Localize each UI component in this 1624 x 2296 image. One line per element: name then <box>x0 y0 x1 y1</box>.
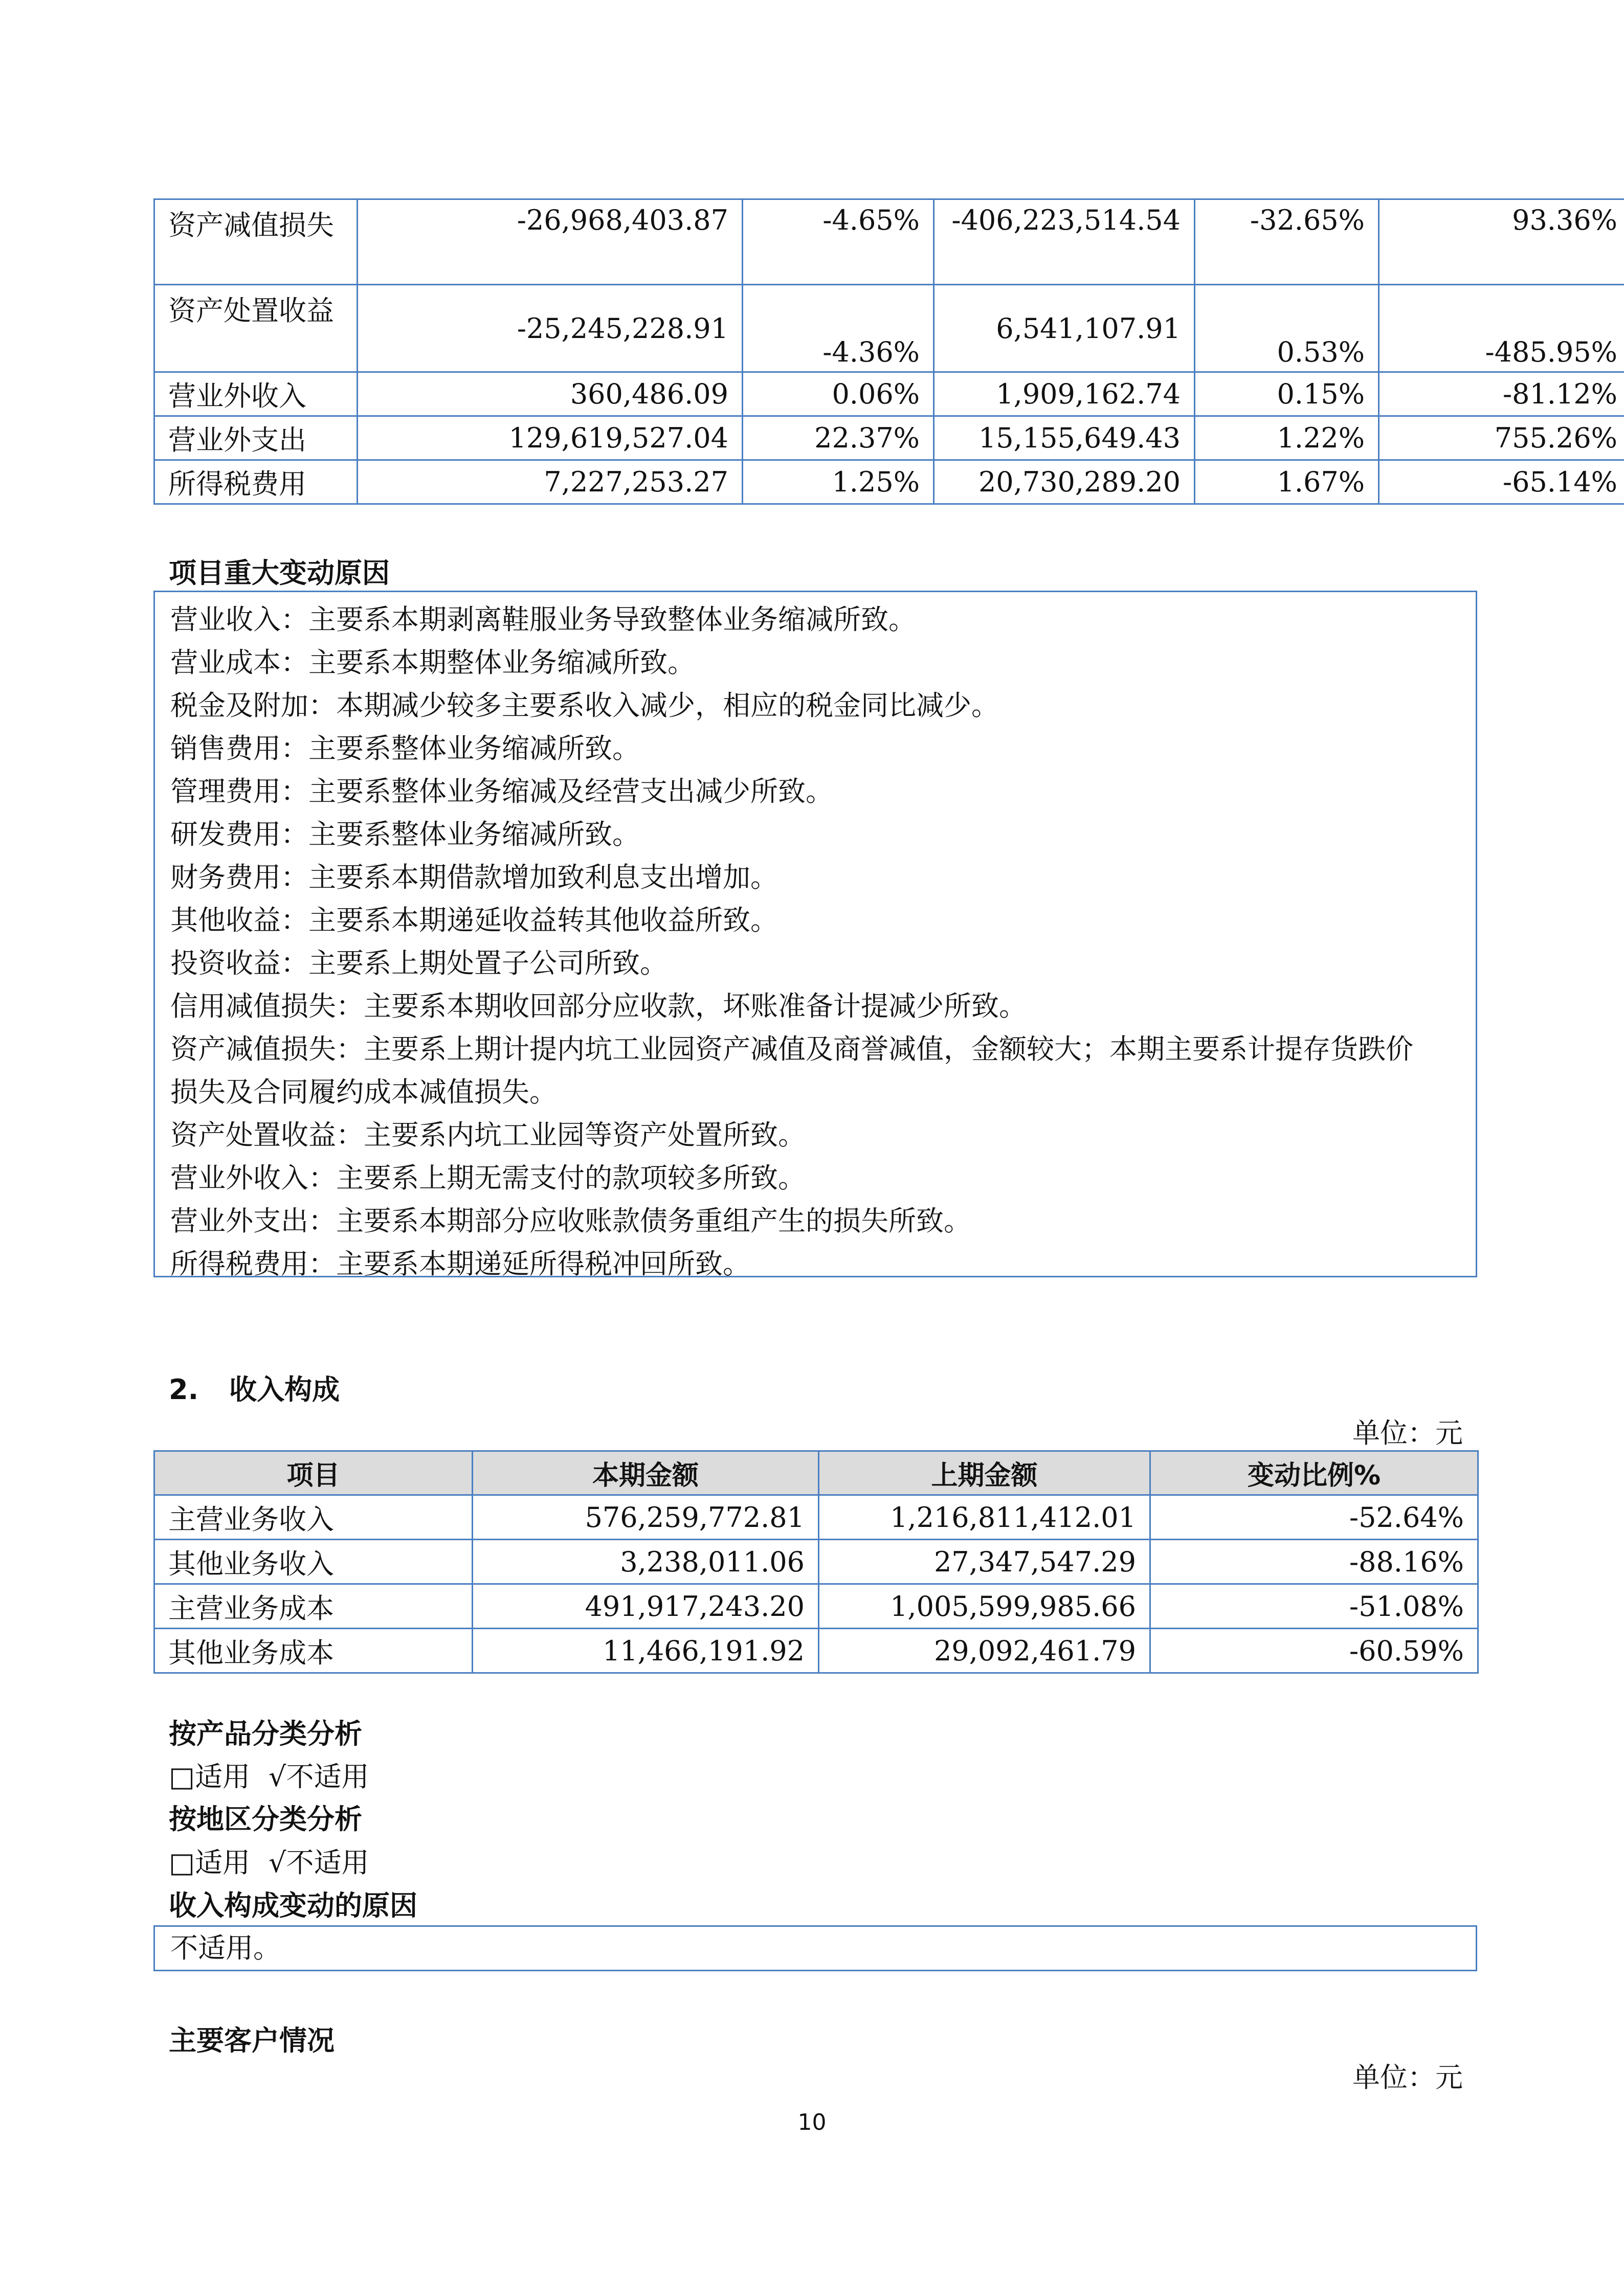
reason-line: 营业成本：主要系本期整体业务缩减所致。 <box>170 646 695 679</box>
row-item: 其他业务成本 <box>154 1629 473 1673</box>
cell: 360,486.09 <box>358 372 743 416</box>
cell: -60.59% <box>1150 1629 1478 1673</box>
row-item: 所得税费用 <box>154 460 358 504</box>
cell: 20,730,289.20 <box>934 460 1195 504</box>
row-item: 其他业务收入 <box>154 1540 473 1584</box>
cell: 755.26% <box>1379 416 1624 460</box>
cell: 1.67% <box>1195 460 1379 504</box>
cell: -485.95% <box>1379 285 1624 372</box>
unit-label: 单位：元 <box>1352 1417 1463 1449</box>
column-header: 本期金额 <box>473 1451 819 1495</box>
page-number: 10 <box>797 2109 827 2135</box>
reason-line: 营业外收入：主要系上期无需支付的款项较多所致。 <box>170 1162 806 1194</box>
cell: 0.15% <box>1195 372 1379 416</box>
profit-items-table <box>153 198 1617 505</box>
table-row <box>154 416 1624 460</box>
reason-line: 资产处置收益：主要系内坑工业园等资产处置所致。 <box>170 1119 806 1151</box>
cell: -81.12% <box>1379 372 1624 416</box>
row-item: 资产处置收益 <box>154 285 358 372</box>
cell: 15,155,649.43 <box>934 416 1195 460</box>
option-applicable: □适用 <box>169 1761 251 1793</box>
reason-line: 资产减值损失：主要系上期计提内坑工业园资产减值及商誉减值，金额较大；本期主要系计提存货跌价 <box>170 1033 1413 1065</box>
cell: 11,466,191.92 <box>473 1629 819 1673</box>
cell: -26,968,403.87 <box>358 199 743 285</box>
income-change-heading: 收入构成变动的原因 <box>169 1889 417 1922</box>
table-row <box>154 1495 1478 1540</box>
table-row <box>154 1629 1478 1673</box>
reason-line: 所得税费用：主要系本期递延所得税冲回所致。 <box>170 1248 750 1280</box>
by-region-options <box>169 1841 369 1880</box>
cell: 1,216,811,412.01 <box>819 1495 1150 1540</box>
column-header: 上期金额 <box>819 1451 1150 1495</box>
reason-line: 信用减值损失：主要系本期收回部分应收款，坏账准备计提减少所致。 <box>170 990 1027 1022</box>
row-item: 资产减值损失 <box>154 199 358 285</box>
cell: -65.14% <box>1379 460 1624 504</box>
table-row <box>154 285 1624 372</box>
cell: -4.36% <box>743 285 934 372</box>
cell: -25,245,228.91 <box>358 285 743 372</box>
row-item: 营业外支出 <box>154 416 358 460</box>
revenue-composition-table <box>153 1450 1477 1674</box>
section-number: 2. <box>169 1374 199 1406</box>
option-not-applicable: √不适用 <box>269 1847 369 1879</box>
income-change-box <box>153 1925 1477 1971</box>
cell: -406,223,514.54 <box>934 199 1195 285</box>
cell: -32.65% <box>1195 199 1379 285</box>
reason-line: 税金及附加：本期减少较多主要系收入减少，相应的税金同比减少。 <box>170 689 999 722</box>
cell: -51.08% <box>1150 1584 1478 1629</box>
customers-heading: 主要客户情况 <box>169 2024 335 2057</box>
cell: 576,259,772.81 <box>473 1495 819 1540</box>
cell: 6,541,107.91 <box>934 285 1195 372</box>
cell: 0.53% <box>1195 285 1379 372</box>
by-region-heading: 按地区分类分析 <box>169 1803 362 1835</box>
cell: 22.37% <box>743 416 934 460</box>
by-product-heading: 按产品分类分析 <box>169 1718 362 1750</box>
cell: 1,005,599,985.66 <box>819 1584 1150 1629</box>
cell: 7,227,253.27 <box>358 460 743 504</box>
cell: 491,917,243.20 <box>473 1584 819 1629</box>
column-header: 变动比例% <box>1150 1451 1478 1495</box>
section-title: 收入构成 <box>229 1374 340 1406</box>
option-applicable: □适用 <box>169 1847 251 1879</box>
reason-line: 研发费用：主要系整体业务缩减所致。 <box>170 818 640 850</box>
column-header: 项目 <box>154 1451 473 1495</box>
reason-line: 财务费用：主要系本期借款增加致利息支出增加。 <box>170 861 778 893</box>
reason-line: 营业收入：主要系本期剥离鞋服业务导致整体业务缩减所致。 <box>170 603 916 636</box>
cell: -52.64% <box>1150 1495 1478 1540</box>
unit-label: 单位：元 <box>1352 2061 1463 2094</box>
row-item: 主营业务成本 <box>154 1584 473 1629</box>
cell: 1,909,162.74 <box>934 372 1195 416</box>
cell: 1.22% <box>1195 416 1379 460</box>
table-row <box>154 1584 1478 1629</box>
cell: 129,619,527.04 <box>358 416 743 460</box>
reason-line: 销售费用：主要系整体业务缩减所致。 <box>170 732 640 764</box>
reason-line: 管理费用：主要系整体业务缩减及经营支出减少所致。 <box>170 775 833 807</box>
by-product-options <box>169 1755 369 1794</box>
cell: 3,238,011.06 <box>473 1540 819 1584</box>
reason-line: 营业外支出：主要系本期部分应收账款债务重组产生的损失所致。 <box>170 1205 971 1237</box>
income-change-text: 不适用。 <box>170 1932 281 1964</box>
cell: 1.25% <box>743 460 934 504</box>
row-item: 主营业务收入 <box>154 1495 473 1540</box>
cell: 0.06% <box>743 372 934 416</box>
reason-line: 投资收益：主要系上期处置子公司所致。 <box>170 947 668 979</box>
table-row <box>154 199 1624 285</box>
table-row <box>154 460 1624 504</box>
reason-line: 损失及合同履约成本减值损失。 <box>170 1076 557 1108</box>
table-row <box>154 372 1624 416</box>
cell: 93.36% <box>1379 199 1624 285</box>
option-not-applicable: √不适用 <box>269 1761 369 1793</box>
cell: -88.16% <box>1150 1540 1478 1584</box>
row-item: 营业外收入 <box>154 372 358 416</box>
reasons-box <box>153 591 1477 1280</box>
reasons-heading: 项目重大变动原因 <box>169 557 390 589</box>
section-heading <box>169 1368 340 1407</box>
cell: 27,347,547.29 <box>819 1540 1150 1584</box>
table-row <box>154 1540 1478 1584</box>
cell: -4.65% <box>743 199 934 285</box>
cell: 29,092,461.79 <box>819 1629 1150 1673</box>
table-header-row <box>154 1451 1478 1495</box>
reason-line: 其他收益：主要系本期递延收益转其他收益所致。 <box>170 904 778 936</box>
